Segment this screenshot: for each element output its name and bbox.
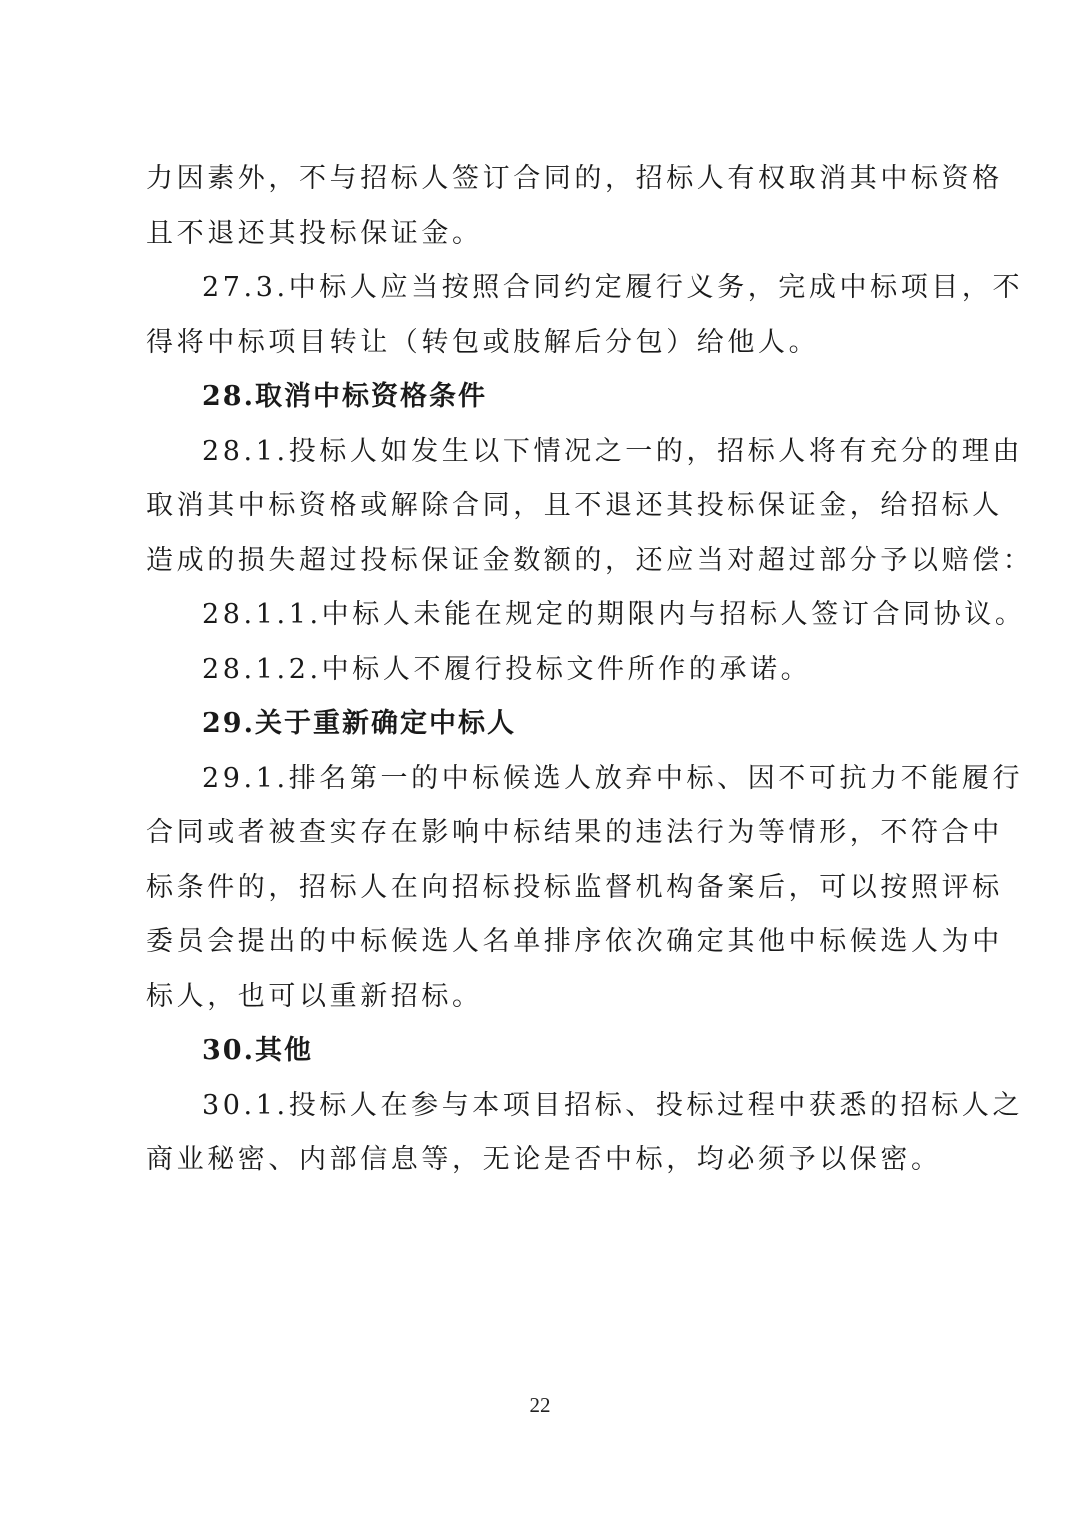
clause-30-1: 30.1.投标人在参与本项目招标、投标过程中获悉的招标人之	[202, 1089, 1024, 1121]
page-number: 22	[529, 1393, 551, 1417]
clause-28-1-1: 28.1.1.中标人未能在规定的期限内与招标人签订合同协议。	[202, 599, 1026, 630]
text-line: 标人，也可以重新招标。	[146, 980, 483, 1012]
text-line: 合同或者被查实存在影响中标结果的违法行为等情形，不符合中	[146, 817, 1003, 848]
text-line: 造成的损失超过投标保证金数额的，还应当对超过部分予以赔偿：	[146, 544, 1034, 576]
section-heading-30: 30.其他	[202, 1035, 313, 1066]
clause-27-3: 27.3.中标人应当按照合同约定履行义务，完成中标项目，不	[202, 272, 1024, 303]
text-line: 取消其中标资格或解除合同，且不退还其投标保证金，给招标人	[146, 490, 1003, 521]
section-heading-28: 28.取消中标资格条件	[202, 381, 487, 412]
text-line: 委员会提出的中标候选人名单排序依次确定其他中标候选人为中	[146, 926, 1003, 957]
text-line: 且不退还其投标保证金。	[146, 217, 483, 249]
clause-29-1: 29.1.排名第一的中标候选人放弃中标、因不可抗力不能履行	[202, 762, 1024, 794]
clause-28-1: 28.1.投标人如发生以下情况之一的，招标人将有充分的理由	[202, 435, 1024, 467]
text-line: 得将中标项目转让（转包或肢解后分包）给他人。	[146, 326, 820, 358]
clause-28-1-2: 28.1.2.中标人不履行投标文件所作的承诺。	[202, 653, 812, 685]
page-body	[146, 152, 1034, 1188]
section-heading-29: 29.关于重新确定中标人	[202, 708, 516, 739]
text-line: 标条件的，招标人在向招标投标监督机构备案后，可以按照评标	[146, 871, 1003, 903]
text-line: 商业秘密、内部信息等，无论是否中标，均必须予以保密。	[146, 1144, 942, 1175]
text-line: 力因素外，不与招标人签订合同的，招标人有权取消其中标资格	[146, 163, 1003, 194]
